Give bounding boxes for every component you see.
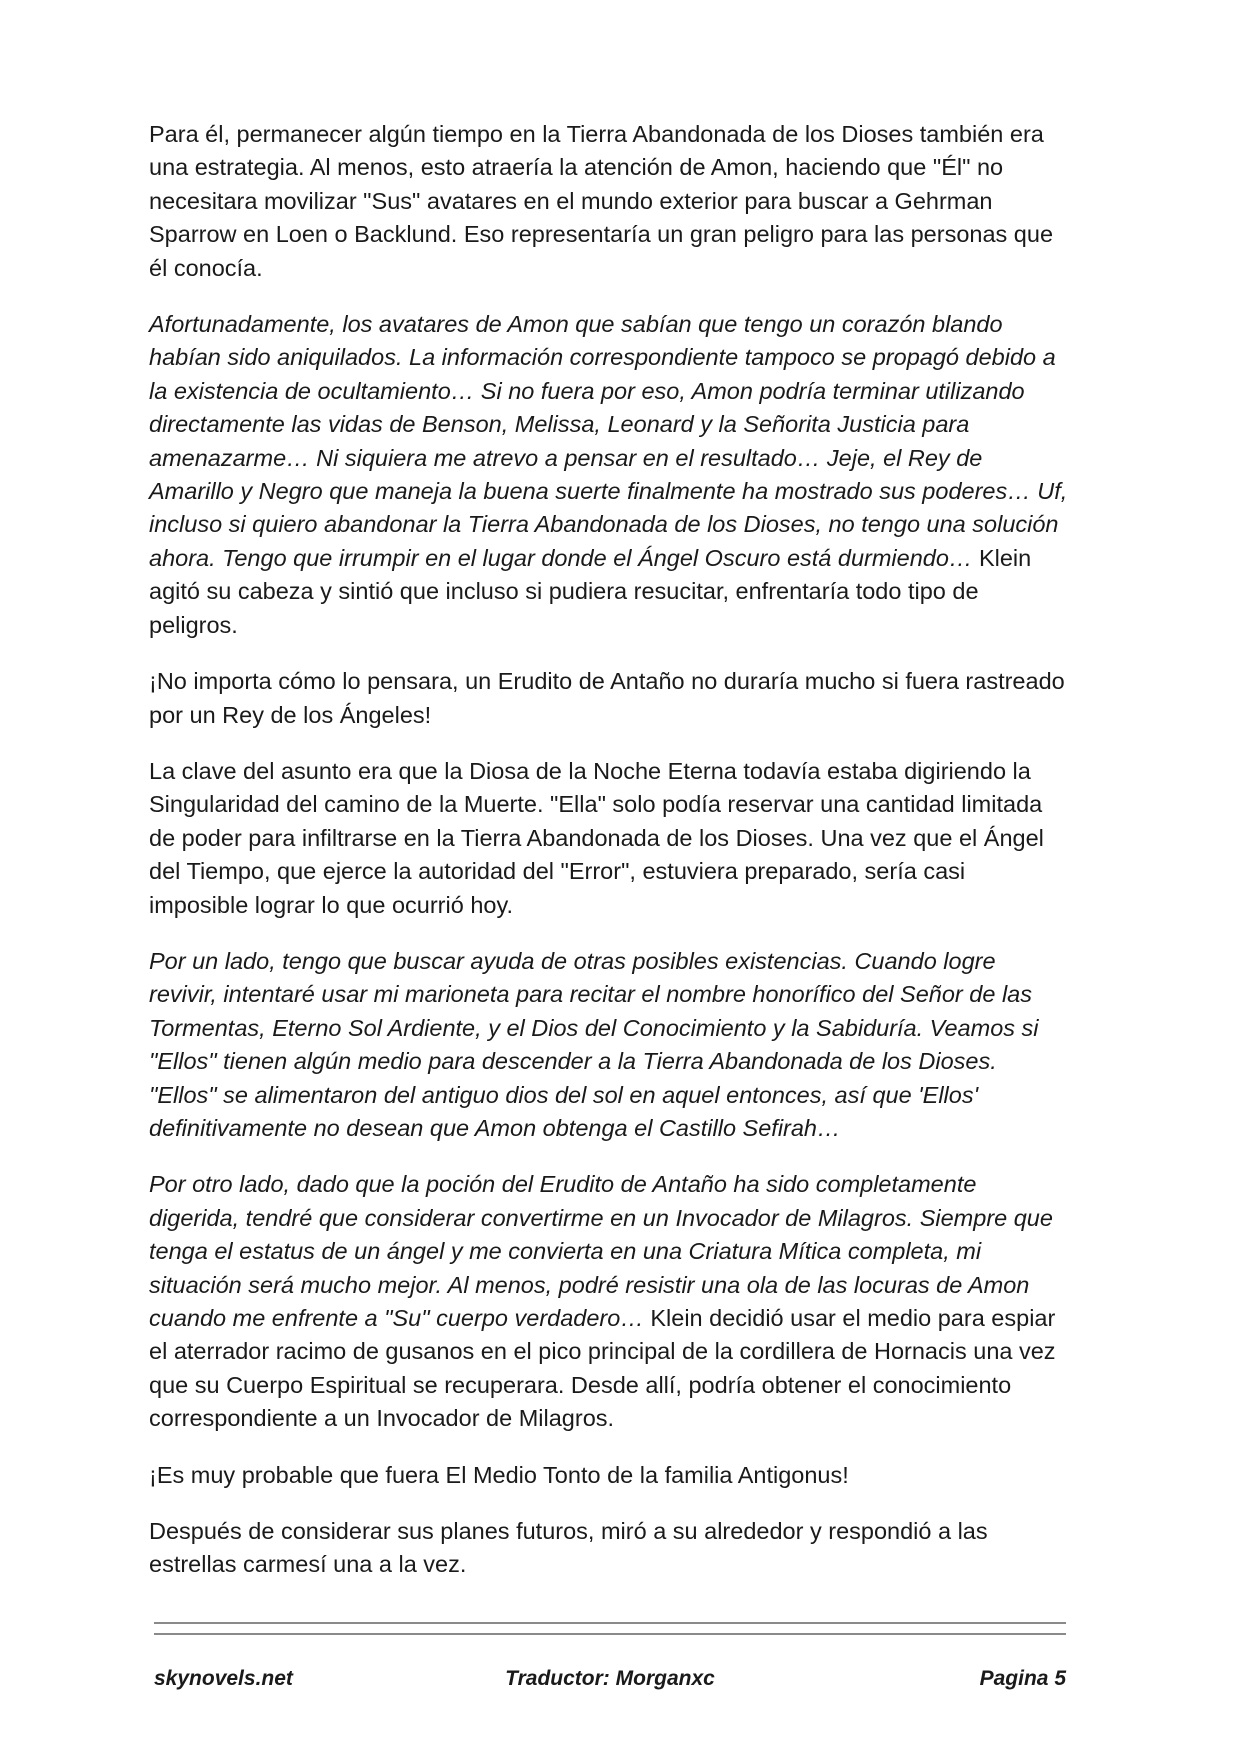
paragraph-8-text: Después de considerar sus planes futuros, miró a su alrededor y respondió a las estrellas carmesí una a la vez. (149, 1518, 988, 1578)
footer-divider-bottom (154, 1633, 1066, 1635)
paragraph-8 (149, 1515, 1069, 1582)
footer-page-number: Pagina 5 (979, 1667, 1066, 1690)
paragraph-6-narration: Klein decidió usar el medio para espiar el aterrador racimo de gusanos en el pico principal de la cordillera de Hornacis una vez que su Cuerpo Espiritual se recuperara. Desde allí, podría obtener el conocimiento correspondiente a un Invocador de Milagros. (149, 1305, 1056, 1432)
footer-translator: Traductor: Morganxc (505, 1667, 715, 1690)
paragraph-5 (149, 945, 1069, 1145)
paragraph-3-text: ¡No importa cómo lo pensara, un Erudito de Antaño no duraría mucho si fuera rastreado por un Rey de los Ángeles! (149, 668, 1065, 728)
page-footer (154, 1667, 1066, 1697)
paragraph-4 (149, 755, 1069, 922)
paragraph-1 (149, 118, 1069, 285)
footer-site: skynovels.net (154, 1667, 293, 1690)
paragraph-4-text: La clave del asunto era que la Diosa de la Noche Eterna todavía estaba digiriendo la Singularidad del camino de la Muerte. "Ella" solo podía reservar una cantidad limitada de poder para infiltrarse en la Tierra Abandonada de los Dioses. Una vez que el Ángel del Tiempo, que ejerce la autoridad del "Error", estuviera preparado, sería casi imposible lograr lo que ocurrió hoy. (149, 757, 1044, 918)
paragraph-7-text: ¡Es muy probable que fuera El Medio Tonto de la familia Antigonus! (149, 1461, 849, 1488)
paragraph-2-narration: Klein agitó su cabeza y sintió que incluso si pudiera resucitar, enfrentaría todo tipo de peligros. (149, 544, 1032, 638)
paragraph-1-text: Para él, permanecer algún tiempo en la Tierra Abandonada de los Dioses también era una estrategia. Al menos, esto atraería la atención de Amon, haciendo que "Él" no necesitara movilizar "Sus" avatares en el mundo exterior para buscar a Gehrman Sparrow en Loen o Backlund. Eso representaría un gran peligro para las personas que él conocía. (149, 121, 1054, 281)
paragraph-6 (149, 1168, 1069, 1435)
paragraph-2-thought: Afortunadamente, los avatares de Amon que sabían que tengo un corazón blando habían sido aniquilados. La información correspondiente tampoco se propagó debido a la existencia de ocultamiento… Si no fuera por eso, Amon podría terminar utilizando directamente las vidas de Benson, Melissa, Leonard y la Señorita Justicia para amenazarme… Ni siquiera me atrevo a pensar en el resultado… Jeje, el Rey de Amarillo y Negro que maneja la buena suerte finalmente ha mostrado sus poderes… Uf, incluso si quiero abandonar la Tierra Abandonada de los Dioses, no tengo una solución ahora. Tengo que irrumpir en el lugar donde el Ángel Oscuro está durmiendo… (149, 311, 1068, 571)
paragraph-7 (149, 1459, 1069, 1492)
paragraph-3 (149, 665, 1069, 732)
paragraph-2 (149, 308, 1069, 642)
footer-divider-top (154, 1622, 1066, 1624)
paragraph-6-thought: Por otro lado, dado que la poción del Erudito de Antaño ha sido completamente digerida, tendré que considerar convertirme en un Invocador de Milagros. Siempre que tenga el estatus de un ángel y me convierta en una Criatura Mítica completa, mi situación será mucho mejor. Al menos, podré resistir una ola de las locuras de Amon cuando me enfrente a "Su" cuerpo verdadero… (149, 1171, 1053, 1331)
paragraph-5-thought: Por un lado, tengo que buscar ayuda de otras posibles existencias. Cuando logre revivir, intentaré usar mi marioneta para recitar el nombre honorífico del Señor de las Tormentas, Eterno Sol Ardiente, y el Dios del Conocimiento y la Sabiduría. Veamos si "Ellos" tienen algún medio para descender a la Tierra Abandonada de los Dioses. "Ellos" se alimentaron del antiguo dios del sol en aquel entonces, así que 'Ellos' definitivamente no desean que Amon obtenga el Castillo Sefirah… (149, 947, 1039, 1141)
page-body (149, 118, 1069, 1605)
